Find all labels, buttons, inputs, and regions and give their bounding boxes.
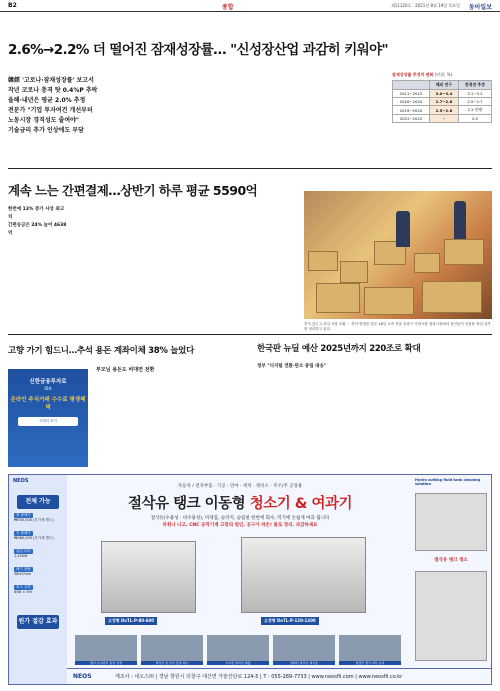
ad-banner: 자동차 / 전자부품 · 기공 · 연마 · 세척 · 정비소 · 주조/주 공장용	[177, 484, 303, 489]
spec-item: 배기 풍량 38m³/min	[14, 567, 32, 576]
section-divider	[8, 168, 492, 169]
spec-item: 추 판매가 ₩480,000 (부가세 별도)	[14, 531, 54, 540]
ad-left-title2: 원가 절감 효과	[17, 615, 59, 629]
ad-footer	[67, 668, 491, 684]
tank-label: 고정형 DoTL-P-80-600	[105, 617, 157, 625]
ad-photo-strip: 탱크 유지관리 흡입 전경 절삭유 및 잔여 물질 회수 수거된 슬러지 배출 정화된 절삭유 재사용 청정한 탱크 내부 유지	[75, 635, 405, 665]
spec-item: 장 판매가 ₩330,000 (부가세 별도)	[14, 513, 54, 522]
subhead: 노동시장 경직성도 줄여야"	[8, 117, 80, 124]
ad-cta: 자세히 보기	[18, 417, 78, 426]
table-title: 잠재성장률 추정치 변화 (단위: %)	[392, 72, 453, 77]
article1-subheads	[8, 76, 178, 136]
ad-right-photo	[415, 571, 487, 661]
article2-headline: 계속 느는 간편결제…상반기 하루 평균 5590억	[8, 183, 258, 198]
tank-image	[101, 541, 196, 613]
article4-subhead: 정부 "디지털 전환·탄소 중립 대응"	[257, 364, 327, 369]
subhead: 韓經 '고로나·잠재성장률' 보고서	[8, 77, 94, 84]
ad-photo	[75, 635, 137, 661]
ad-photo	[339, 635, 401, 661]
ad-features: 절삭유(수용성 · 비수용성), 미세칩, 슬러지, 슬럼핏 한번에 회수, 역기에 손쉽게 여과 됩니다 악취나 나고, CNC 공작기계 고장의 원인, 공구가 파손! 물로 정리. 과감하세요	[150, 516, 330, 528]
ad-title: 절삭유 탱크 이동형 청소기 & 여과기	[128, 496, 352, 512]
spec-item: 흡입 모터 1,400W	[14, 549, 31, 558]
section-divider	[8, 334, 492, 335]
ad-right-title: Hydro cutting fluid tank cleaning solution	[415, 478, 481, 486]
table-row: 2019~2020 2.5~2.6 2.2 안팎	[393, 106, 492, 115]
ad-photo	[207, 635, 269, 661]
subhead: 전문가 "기업 투자여건 개선부터	[8, 107, 93, 114]
ad-right-photo	[415, 493, 487, 551]
article2-subheads	[8, 206, 68, 238]
article3-headline: 고향 가기 힘드니…추석 용돈 계좌이체 38% 늘었다	[8, 346, 195, 356]
issue-info: 제11120호 · 2021년 8월 19일 목요일	[390, 3, 460, 8]
fruit-market-photo	[304, 191, 492, 319]
article3-subhead: 부모님 용돈도 비대면 전환	[96, 367, 155, 373]
section-category: 종합	[222, 4, 234, 11]
table-row: 2016~2020 2.7~2.8 2.5~2.7	[393, 98, 492, 106]
subhead: 간편송금은 24% 늘어 4638억	[8, 223, 67, 236]
neos-logo: NEOS	[13, 478, 29, 484]
subhead: 한번에 13% 증가 사상 최고치	[8, 207, 65, 220]
growth-rate-table	[392, 72, 492, 123]
newspaper-brand: 동아일보	[468, 3, 492, 11]
tank-image	[241, 537, 366, 613]
page-header	[0, 0, 500, 12]
table-row: 2021~2022 - 2.0	[393, 115, 492, 123]
section-number: B2	[8, 2, 17, 9]
subhead: 작년 코로나 충격 탓 0.4%P 추락	[8, 87, 98, 94]
article4-headline: 한국판 뉴딜 예산 2025년까지 220조로 확대	[257, 344, 421, 354]
shinhan-ad: 신한금융투자로 ISA 온라인 주식거래 수수료 평생혜택 자세히 보기	[8, 369, 88, 467]
table-row: 2011~2015 3.0~3.4 3.1~3.2	[393, 90, 492, 98]
ad-right-panel	[409, 475, 491, 684]
photo-caption: 추석 앞두고 과일 시장 호황 ㅡ 추석 명절을 앞둔 18일 오전 서울 송파구 가락시장 청과시장에서 상인들이 선물용 과일 상자를 정리하고 있다.	[304, 322, 491, 331]
neos-advertisement	[8, 474, 492, 685]
footer-info: 제조사 : 네오스㈜ | 경남 창원시 의창구 대산면 가술산단로 124-5 | T : 055-289-7733 | www.neosfil.com | www.neosfil.co.kr	[115, 674, 403, 680]
subhead: 기술금리 추가 인상에도 부담	[8, 127, 84, 134]
table-header-row: 해외 연구 한경연 추정	[393, 81, 492, 90]
subhead: 올해·내년은 평균 2.0% 추정	[8, 97, 86, 104]
article1-headline: 2.6%→2.2% 더 떨어진 잠재성장률… "신성장산업 과감히 키워야"	[8, 42, 388, 58]
spec-item: 호스 규격 Φ38 × 5m	[14, 585, 33, 594]
ad-photo	[141, 635, 203, 661]
tank-label: 고정형 DoTL-P-120-1200	[261, 617, 319, 625]
ad-left-title: 전체 가능	[17, 495, 59, 509]
footer-brand: NEOS	[73, 673, 92, 680]
ad-right-badge: 절삭유 탱크 청소	[434, 558, 468, 563]
ad-photo	[273, 635, 335, 661]
